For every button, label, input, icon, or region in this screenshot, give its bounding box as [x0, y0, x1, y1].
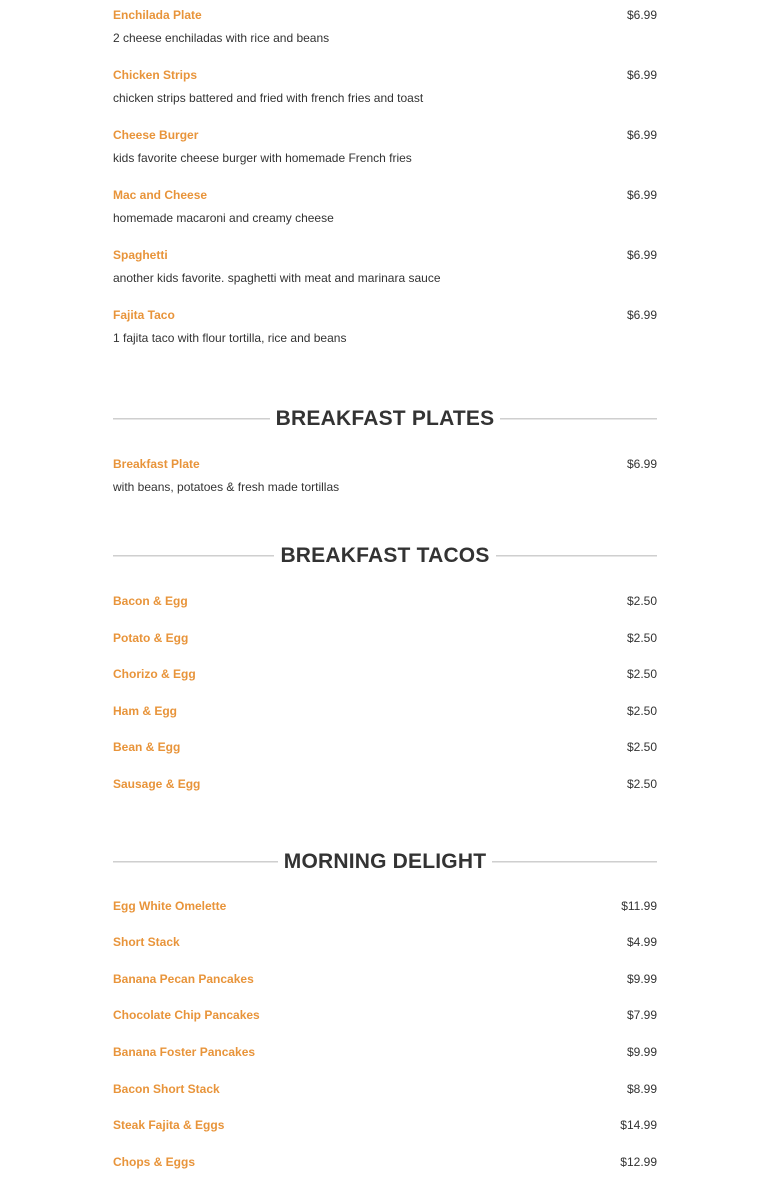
item-price: $6.99	[626, 188, 657, 202]
item-price: $6.99	[626, 8, 657, 22]
menu-item	[113, 972, 657, 1009]
menu-list	[113, 0, 657, 1191]
item-name[interactable]: Enchilada Plate	[113, 8, 202, 22]
divider-left	[113, 418, 270, 420]
menu-item	[113, 308, 657, 368]
divider-left	[113, 555, 274, 557]
menu-item	[113, 704, 657, 741]
divider-right	[500, 418, 657, 420]
item-price: $2.50	[626, 703, 657, 718]
menu-item	[113, 457, 657, 517]
item-price: $2.50	[626, 776, 657, 791]
item-name[interactable]: Potato & Egg	[113, 630, 189, 645]
menu-item	[113, 1045, 657, 1082]
item-name[interactable]: Short Stack	[113, 935, 180, 950]
menu-item	[113, 1008, 657, 1045]
item-name[interactable]: Ham & Egg	[113, 703, 178, 718]
item-price: $6.99	[626, 68, 657, 82]
section-header	[113, 849, 657, 875]
item-price: $7.99	[626, 1008, 657, 1023]
item-description: with beans, potatoes & fresh made tortillas	[113, 480, 340, 494]
kids-items	[113, 0, 657, 368]
item-name[interactable]: Chocolate Chip Pancakes	[113, 1008, 260, 1023]
item-price: $6.99	[626, 457, 657, 471]
item-price: $2.50	[626, 740, 657, 755]
item-price: $8.99	[626, 1081, 657, 1096]
item-price: $4.99	[626, 935, 657, 950]
menu-item	[113, 777, 657, 814]
section-morning-delight	[113, 849, 657, 1191]
menu-item	[113, 631, 657, 668]
item-price: $14.99	[620, 1118, 657, 1133]
menu-item	[113, 935, 657, 972]
item-name[interactable]: Sausage & Egg	[113, 776, 201, 791]
menu-item	[113, 188, 657, 248]
menu-item	[113, 899, 657, 936]
section-title: BREAKFAST TACOS	[280, 544, 490, 567]
divider-right	[492, 861, 657, 863]
item-price: $2.50	[626, 594, 657, 608]
menu-item	[113, 1155, 657, 1191]
item-description: chicken strips battered and fried with french fries and toast	[113, 91, 424, 105]
item-name[interactable]: Bean & Egg	[113, 740, 181, 755]
section-header	[113, 543, 657, 569]
item-description: 1 fajita taco with flour tortilla, rice and beans	[113, 331, 347, 345]
item-name[interactable]: Chorizo & Egg	[113, 667, 196, 682]
item-name[interactable]: Spaghetti	[113, 248, 168, 262]
item-name[interactable]: Mac and Cheese	[113, 188, 208, 202]
item-description: another kids favorite. spaghetti with meat and marinara sauce	[113, 271, 441, 285]
menu-item	[113, 248, 657, 308]
menu-item	[113, 68, 657, 128]
section-header	[113, 406, 657, 432]
menu-item	[113, 128, 657, 188]
section-title: MORNING DELIGHT	[283, 849, 487, 873]
item-description: homemade macaroni and creamy cheese	[113, 211, 334, 225]
menu-item	[113, 740, 657, 777]
section-breakfast-plates	[113, 406, 657, 517]
item-name[interactable]: Bacon Short Stack	[113, 1081, 220, 1096]
item-price: $11.99	[621, 898, 657, 913]
item-price: $12.99	[620, 1154, 657, 1169]
item-description: kids favorite cheese burger with homemade French fries	[113, 151, 412, 165]
menu-item	[113, 1118, 657, 1155]
section-title: BREAKFAST PLATES	[275, 407, 495, 430]
item-name[interactable]: Banana Foster Pancakes	[113, 1044, 256, 1059]
item-name[interactable]: Fajita Taco	[113, 308, 175, 322]
menu-item	[113, 1082, 657, 1119]
item-price: $9.99	[626, 1044, 657, 1059]
divider-right	[496, 555, 657, 557]
item-price: $6.99	[626, 128, 657, 142]
item-price: $2.50	[626, 630, 657, 645]
item-name[interactable]: Bacon & Egg	[113, 594, 188, 608]
divider-left	[113, 861, 278, 863]
menu-item	[113, 594, 657, 631]
item-name[interactable]: Chops & Eggs	[113, 1154, 196, 1169]
item-name[interactable]: Chicken Strips	[113, 68, 198, 82]
item-price: $6.99	[626, 308, 657, 322]
item-name[interactable]: Banana Pecan Pancakes	[113, 971, 254, 986]
item-name[interactable]: Egg White Omelette	[113, 898, 227, 913]
section-breakfast-tacos	[113, 543, 657, 814]
menu-item	[113, 8, 657, 68]
item-price: $6.99	[626, 248, 657, 262]
item-name[interactable]: Cheese Burger	[113, 128, 199, 142]
item-name[interactable]: Breakfast Plate	[113, 457, 200, 471]
item-price: $9.99	[626, 971, 657, 986]
item-name[interactable]: Steak Fajita & Eggs	[113, 1118, 225, 1133]
menu-item	[113, 667, 657, 704]
item-price: $2.50	[626, 667, 657, 682]
item-description: 2 cheese enchiladas with rice and beans	[113, 31, 330, 45]
